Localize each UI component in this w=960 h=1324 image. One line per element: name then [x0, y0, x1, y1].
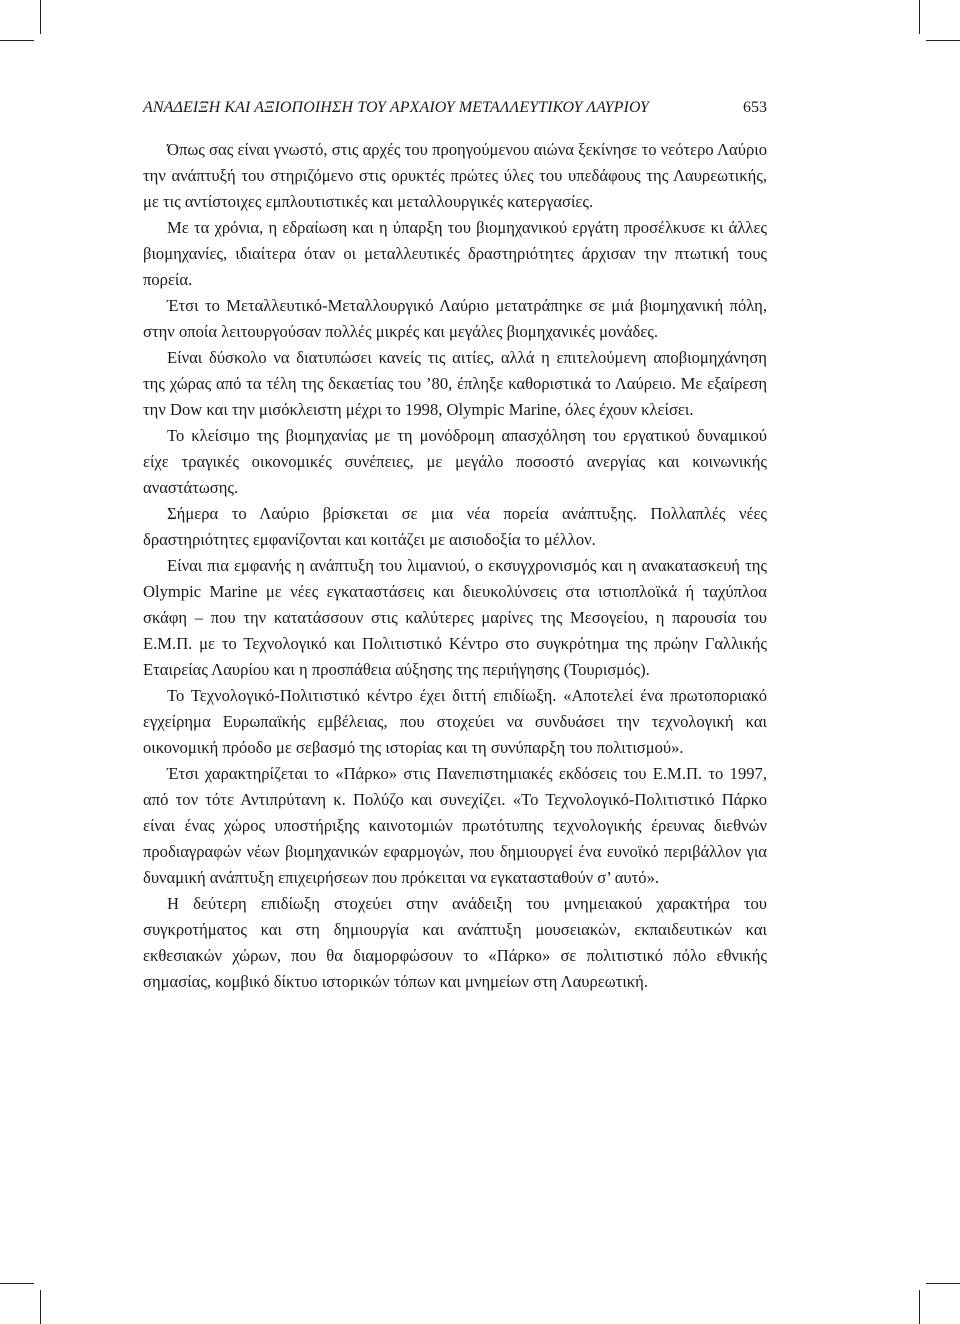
body-text [143, 137, 767, 995]
crop-mark [40, 1290, 41, 1324]
running-head-title: ΑΝΑΔΕΙΞΗ ΚΑΙ ΑΞΙΟΠΟΙΗΣΗ ΤΟΥ ΑΡΧΑΙΟΥ ΜΕΤΑΛΛΕΥΤΙΚΟΥ ΛΑΥΡΙΟΥ [143, 99, 649, 116]
crop-mark [919, 0, 920, 34]
paragraph: Όπως σας είναι γνωστό, στις αρχές του προηγούμενου αιώνα ξεκίνησε το νεότερο Λαύριο την ανάπτυξή του στηριζόμενο στις ορυκτές πρώτες ύλες του υπεδάφους της Λαυρεωτικής, με τις αντίστοιχες εμπλουτιστικές και μεταλλουργικές κατεργασίες. [143, 140, 767, 211]
crop-mark [0, 1283, 34, 1284]
paragraph: Είναι δύσκολο να διατυπώσει κανείς τις αιτίες, αλλά η επιτελούμενη αποβιομηχάνηση της χώρας από τα τέλη της δεκαετίας του ’80, έπληξε καθοριστικά το Λαύρειο. Με εξαίρεση την Dow και την μισόκλειστη μέχρι το 1998, Olympic Marine, όλες έχουν κλείσει. [143, 348, 767, 419]
page-number: 653 [743, 99, 767, 116]
crop-mark [926, 40, 960, 41]
paragraph: Το κλείσιμο της βιομηχανίας με τη μονόδρομη απασχόληση του εργατικού δυναμικού είχε τραγικές οικονομικές συνέπειες, με μεγάλο ποσοστό ανεργίας και κοινωνικής αναστάτωσης. [143, 426, 767, 497]
running-head [143, 96, 767, 120]
crop-mark [40, 0, 41, 34]
crop-mark [0, 40, 34, 41]
paragraph: Έτσι χαρακτηρίζεται το «Πάρκο» στις Πανεπιστημιακές εκδόσεις του Ε.Μ.Π. το 1997, από τον τότε Αντιπρύτανη κ. Πολύζο και συνεχίζει. «Το Τεχνολογικό-Πολιτιστικό Πάρκο είναι ένας χώρος υποστήριξης καινοτομιών πρωτότυπης τεχνολογικής έρευνας διεθνών προδιαγραφών νέων βιομηχανικών εφαρμογών, που δημιουργεί ένα ευνοϊκό περιβάλλον για δυναμική ανάπτυξη επιχειρήσεων που πρόκειται να εγκατασταθούν σ’ αυτό». [143, 764, 767, 887]
paragraph: Έτσι το Μεταλλευτικό-Μεταλλουργικό Λαύριο μετατράπηκε σε μιά βιομηχανική πόλη, στην οποία λειτουργούσαν πολλές μικρές και μεγάλες βιομηχανικές μονάδες. [143, 296, 767, 341]
paragraph: Η δεύτερη επιδίωξη στοχεύει στην ανάδειξη του μνημειακού χαρακτήρα του συγκροτήματος και στη δημιουργία και ανάπτυξη μουσειακών, εκπαιδευτικών και εκθεσιακών χώρων, που θα διαμορφώσουν το «Πάρκο» σε πολιτιστικό πόλο εθνικής σημασίας, κομβικό δίκτυο ιστορικών τόπων και μνημείων στη Λαυρεωτική. [143, 894, 767, 991]
paragraph: Το Τεχνολογικό-Πολιτιστικό κέντρο έχει διττή επιδίωξη. «Αποτελεί ένα πρωτοποριακό εγχείρημα Ευρωπαϊκής εμβέλειας, που στοχεύει να συνδυάσει την τεχνολογική και οικονομική πρόοδο με σεβασμό της ιστορίας και τη συνύπαρξη του πολιτισμού». [143, 686, 767, 757]
paragraph: Σήμερα το Λαύριο βρίσκεται σε μια νέα πορεία ανάπτυξης. Πολλαπλές νέες δραστηριότητες εμφανίζονται και κοιτάζει με αισιοδοξία το μέλλον. [143, 504, 767, 549]
paragraph: Είναι πια εμφανής η ανάπτυξη του λιμανιού, ο εκσυγχρονισμός και η ανακατασκευή της Olympic Marine με νέες εγκαταστάσεις και διευκολύνσεις στα ιστιοπλοϊκά ή ταχύπλοα σκάφη – που την κατατάσσουν στις καλύτερες μαρίνες της Μεσογείου, η παρουσία του Ε.Μ.Π. με το Τεχνολογικό και Πολιτιστικό Κέντρο στο συγκρότημα της πρώην Γαλλικής Εταιρείας Λαυρίου και η προσπάθεια αύξησης της περιήγησης (Τουρισμός). [143, 556, 767, 679]
paragraph: Με τα χρόνια, η εδραίωση και η ύπαρξη του βιομηχανικού εργάτη προσέλκυσε κι άλλες βιομηχανίες, ιδιαίτερα όταν οι μεταλλευτικές δραστηριότητες άρχισαν την πτωτική τους πορεία. [143, 218, 767, 289]
crop-mark [926, 1283, 960, 1284]
crop-mark [919, 1290, 920, 1324]
